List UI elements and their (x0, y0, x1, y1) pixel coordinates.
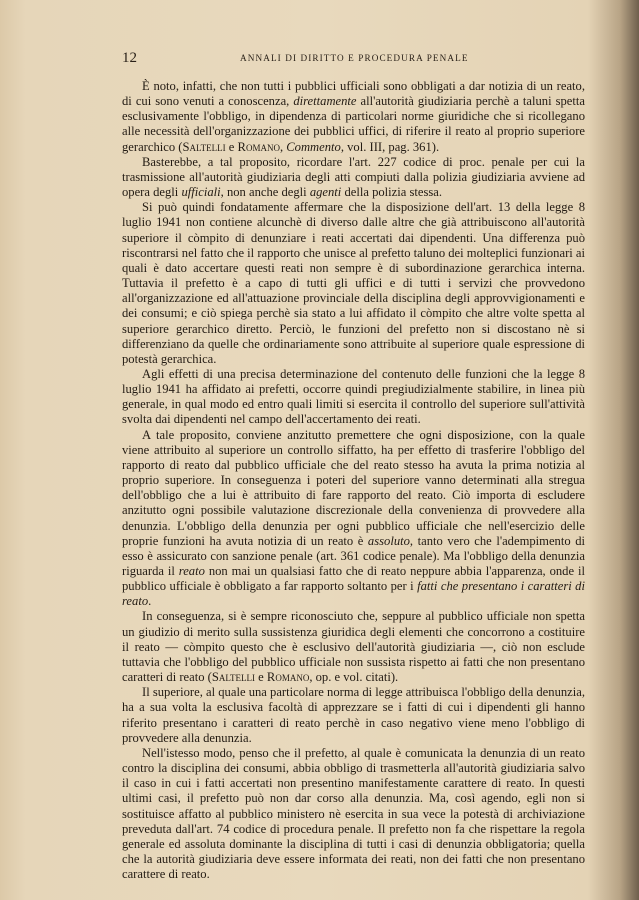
running-title: ANNALI DI DIRITTO E PROCEDURA PENALE (240, 53, 469, 63)
paragraph-1: È noto, infatti, che non tutti i pubblici ufficiali sono obbligati a dar notizia di un reato, di cui sono venuti a conoscenza, direttamente all'autorità giudiziaria perchè a taluni spetta esclusivamente l'obbligo, in dipendenza di particolari norme giuridiche che si ricollegano alle necessità dell'organizzazione dei pubblici uffici, di riferire il reato al proprio superiore gerarchico (Saltelli e Romano, Commento, vol. III, pag. 361). (122, 79, 585, 154)
paragraph-3: Si può quindi fondatamente affermare che la disposizione dell'art. 13 della legge 8 luglio 1941 non contiene alcunchè di diverso dalle altre che già attribuiscono all'autorità superiore il còmpito di denunziare i reati accertati dai dipendenti. Una differenza può riscontrarsi nel fatto che il rapporto che unisce al prefetto taluno dei molteplici funzionari ai quali è dato accertare questi reati non sempre è di subordinazione gerarchica interna. Tuttavia il prefetto è a capo di tutti gli uffici e di tutti i servizi che provvedono all'organizzazione ed all'attuazione provinciale della disciplina degli approvvigionamenti e dei consumi; e ciò spiega perchè sia stato a lui affidato il còmpito che altre volte spetta al superiore gerarchico diretto. Perciò, le funzioni del prefetto non si discostano nè si differenziano da quelle che ordinariamente sono attribuite al superiore quale espressione di potestà gerarchica. (122, 200, 585, 366)
paragraph-7: Il superiore, al quale una particolare norma di legge attribuisca l'obbligo della denunzia, ha a sua volta la esclusiva facoltà di apprezzare se i fatti di cui i dipendenti gli hanno riferito presentano i caratteri di reato perchè in caso negativo viene meno l'obbligo di provvedere alla denunzia. (122, 685, 585, 745)
paragraph-6: In conseguenza, si è sempre riconosciuto che, seppure al pubblico ufficiale non spetta un giudizio di merito sulla sussistenza giuridica degli elementi che concorrono a costituire il reato — còmpito questo che è esclusivo dell'autorità giudiziaria —, ciò non esclude tuttavia che l'obbligo del pubblico ufficiale non sussista rispetto ai fatti che non presentano caratteri di reato (Saltelli e Romano, op. e vol. citati). (122, 609, 585, 685)
body-text (122, 79, 585, 882)
paragraph-5: A tale proposito, conviene anzitutto premettere che ogni disposizione, con la quale viene attribuito al superiore un controllo siffatto, ha per effetto di trasferire l'obbligo del rapporto di reato dal pubblico ufficiale che del reato stesso ha avuta la prima notizia al proprio superiore. In conseguenza i poteri del superiore vanno determinati alla stregua dell'obbligo che a lui è attribuito di fare rapporto del reato. Ciò importa di escludere anzitutto ogni possibile valutazione discrezionale della convenienza di provvedere alla denunzia. L'obbligo della denunzia per ogni pubblico ufficiale che nell'esercizio delle proprie funzioni ha avuta notizia di un reato è assoluto, tanto vero che l'adempimento di esso è assicurato con sanzione penale (art. 361 codice penale). Ma l'obbligo della denunzia riguarda il reato non mai un qualsiasi fatto che di reato neppure abbia l'apparenza, onde il pubblico ufficiale è obbligato a far rapporto soltanto per i fatti che presentano i caratteri di reato. (122, 427, 585, 609)
page-header (122, 50, 585, 70)
paragraph-8: Nell'istesso modo, penso che il prefetto, al quale è comunicata la denunzia di un reato contro la disciplina dei consumi, abbia obbligo di trasmetterla all'autorità giudiziaria salvo il caso in cui i fatti accertati non presentino manifestamente carattere di reato. In questi ultimi casi, il prefetto può non dar corso alla denunzia. Ma, così agendo, egli non si sostituisce affatto al pubblico ministero nè esercita in sua vece la potestà di archiviazione preveduta dall'art. 74 codice di procedura penale. Il prefetto non fa che rispettare la regola generale ed assoluta dominante la disciplina di tutti i casi di denunzia obbligatoria; quella che la autorità giudiziaria deve essere informata dei reati, non dei fatti che non presentano carattere di reato. (122, 745, 585, 882)
paragraph-4: Agli effetti di una precisa determinazione del contenuto delle funzioni che la legge 8 luglio 1941 ha affidato ai prefetti, occorre quindi pregiudizialmente stabilire, in linea più generale, in qual modo ed entro quali limiti si esercita il controllo del superiore sull'attività svolta dai dipendenti nel campo dell'accertamento dei reati. (122, 366, 585, 427)
paragraph-2: Basterebbe, a tal proposito, ricordare l'art. 227 codice di proc. penale per cui la trasmissione all'autorità giudiziaria degli atti compiuti dalla polizia giudiziaria avviene ad opera degli ufficiali, non anche degli agenti della polizia stessa. (122, 154, 585, 200)
page-number: 12 (122, 50, 137, 66)
